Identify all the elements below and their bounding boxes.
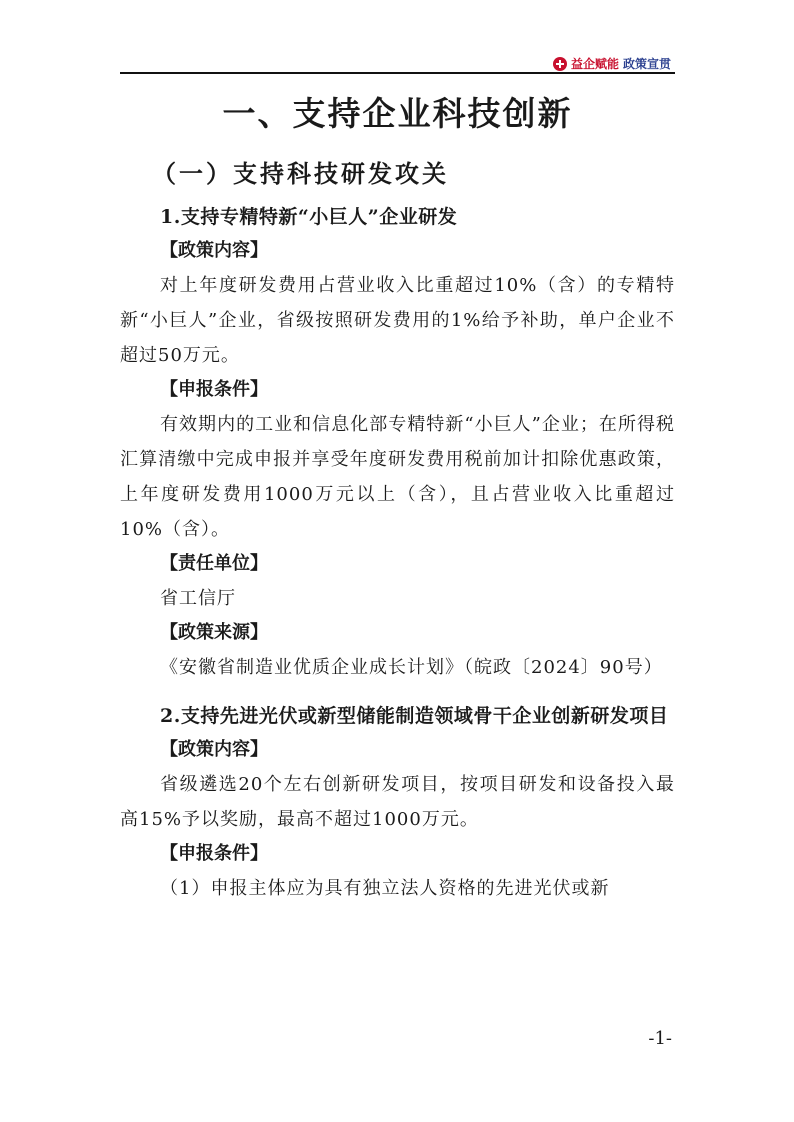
document-body (120, 82, 675, 906)
policy-heading: 1.支持专精特新“小巨人”企业研发 (160, 206, 458, 228)
document-title: 一、支持企业科技创新 (222, 94, 573, 133)
source-label: 【政策来源】 (160, 622, 268, 643)
page-number: -1- (648, 1028, 672, 1049)
content-text: 对上年度研发费用占营业收入比重超过10%（含）的专精特新“小巨人”企业，省级按照研发费用的1%给予补助，单户企业不超过50万元。 (120, 275, 675, 366)
policy-item-2 (120, 699, 675, 906)
header-divider (120, 72, 675, 74)
source-text: 《安徽省制造业优质企业成长计划》（皖政〔2024〕90号） (160, 657, 663, 678)
spacer (120, 685, 675, 699)
conditions-text: （1）申报主体应为具有独立法人资格的先进光伏或新 (160, 878, 610, 899)
conditions-text: 有效期内的工业和信息化部专精特新“小巨人”企业；在所得税汇算清缴中完成申报并享受年度研发费用税前加计扣除优惠政策，上年度研发费用1000万元以上（含），且占营业收入比重超过10%（含）。 (120, 414, 675, 540)
unit-label: 【责任单位】 (160, 553, 268, 574)
brand-logo-icon (553, 57, 567, 71)
brand-name: 益企赋能 (570, 57, 619, 71)
conditions-label: 【申报条件】 (160, 843, 268, 864)
content-label: 【政策内容】 (160, 739, 268, 760)
unit-text: 省工信厅 (160, 588, 236, 609)
content-label: 【政策内容】 (160, 240, 268, 261)
brand-tag: 政策宣贯 (622, 57, 671, 71)
conditions-label: 【申报条件】 (160, 379, 268, 400)
section-title: （一）支持科技研发攻关 (152, 159, 449, 188)
content-text: 省级遴选20个左右创新研发项目，按项目研发和设备投入最高15%予以奖励，最高不超过1000万元。 (120, 774, 675, 830)
policy-heading: 2.支持先进光伏或新型储能制造领域骨干企业创新研发项目 (160, 705, 669, 727)
policy-item-1 (120, 200, 675, 685)
header-brand (553, 55, 671, 72)
